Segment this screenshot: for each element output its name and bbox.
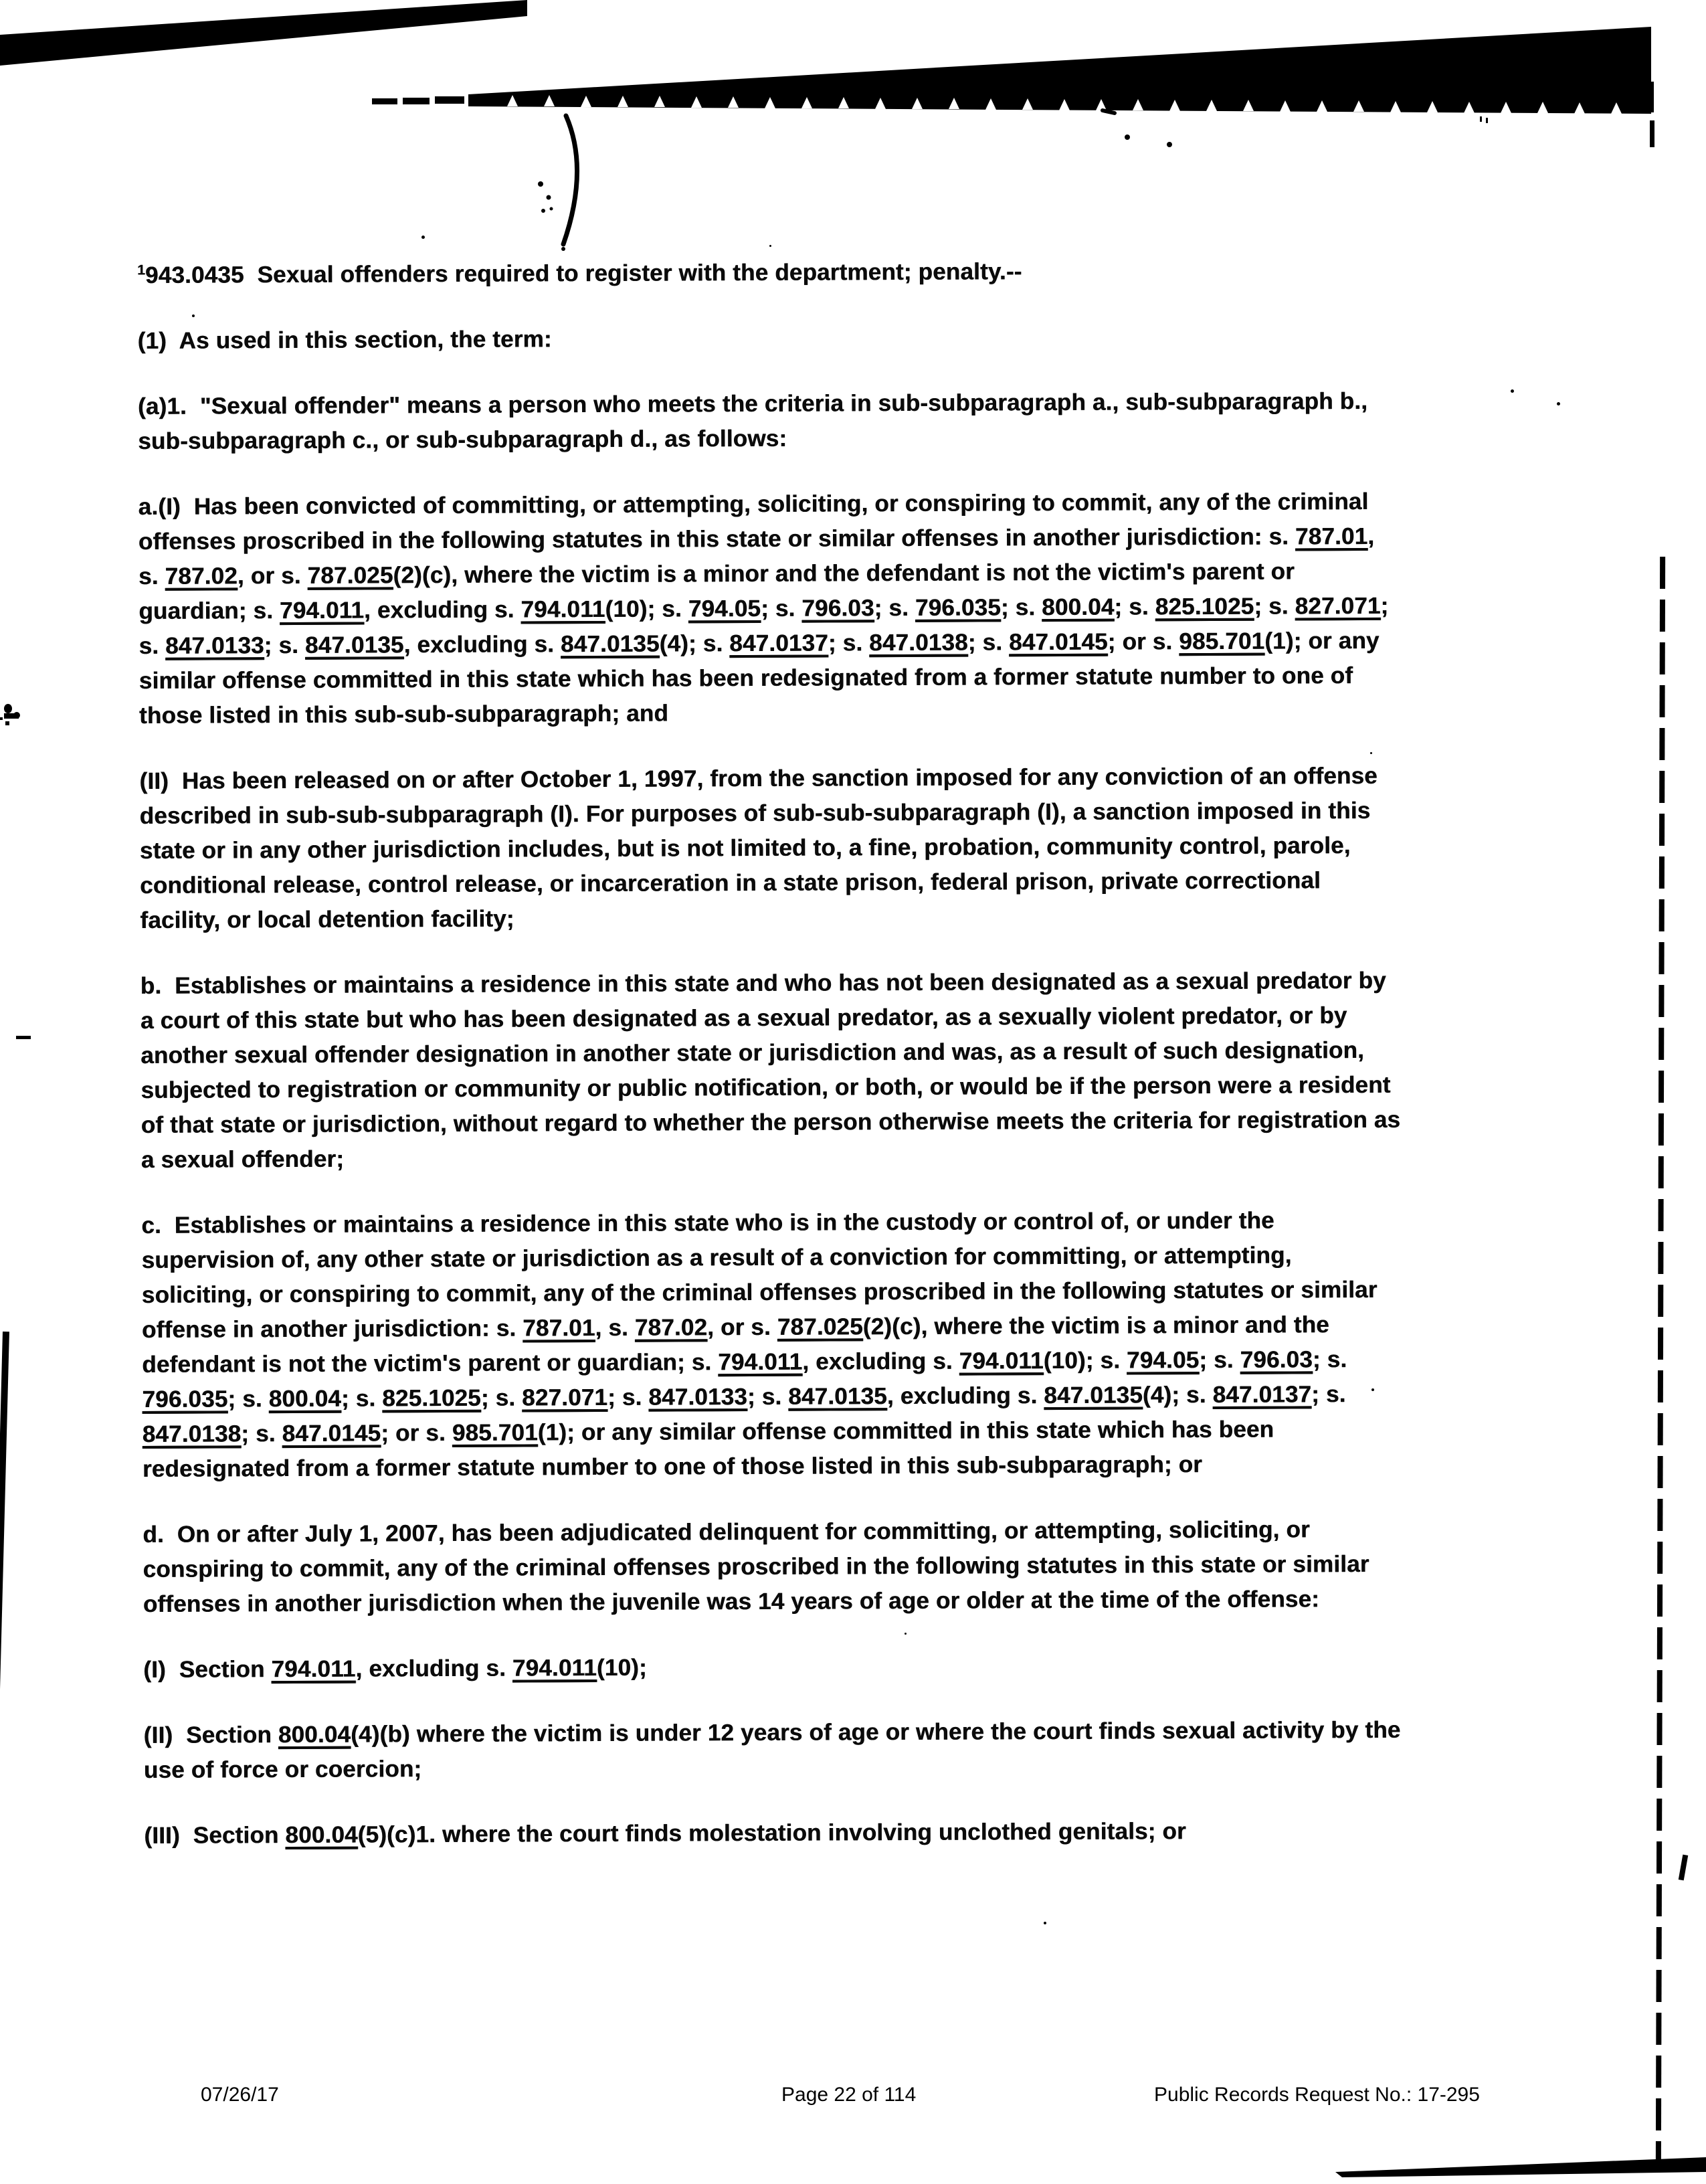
statute-reference: 800.04 xyxy=(1042,594,1115,621)
statute-reference: 794.05 xyxy=(1126,1347,1200,1374)
footer-date: 07/26/17 xyxy=(201,2084,279,2106)
text-run: (1); or any similar offense committed in this state which has been redesignated from a former statute number to one of those listed in this sub-sub-subparagraph; and xyxy=(138,627,1386,729)
text-run: 943.0435 Sexual offenders required to register with the department; penalty.-- xyxy=(145,258,1022,288)
statute-reference: 796.035 xyxy=(915,594,1001,621)
statute-reference: 985.701 xyxy=(1179,628,1265,655)
statute-reference: 847.0137 xyxy=(729,630,828,657)
statute-reference: 794.011 xyxy=(959,1348,1044,1374)
text-run: (2)(c), where the victim is a minor and the defendant is not the victim's parent or guardian; s. xyxy=(138,558,1301,624)
text-run: , excluding s. xyxy=(403,631,561,658)
statute-reference: 787.025 xyxy=(777,1313,863,1340)
statute-reference: 796.035 xyxy=(142,1386,228,1413)
text-run: ; s. xyxy=(828,630,870,656)
handwritten-paren-mark-1 xyxy=(532,110,599,258)
text-run: ; s. xyxy=(1311,1381,1353,1408)
footnote-marker: 1 xyxy=(137,262,146,278)
text-run: , s. xyxy=(138,523,1382,589)
scan-edge-line-left xyxy=(0,1332,9,2184)
paragraph-d-sub-ii xyxy=(143,1713,1408,1788)
statute-reference: 796.03 xyxy=(801,595,874,622)
text-run: (III) Section xyxy=(144,1822,286,1849)
scan-stray-dash-right xyxy=(1679,1855,1688,1881)
paragraph-b xyxy=(140,964,1408,1178)
text-run: (a)1. "Sexual offender" means a person who meets the criteria in sub-subparagraph a., sub-subparagraph b., sub-subparagraph c., or sub-subparagraph d., as follows: xyxy=(137,387,1375,454)
statute-reference: 794.011 xyxy=(512,1655,597,1681)
text-run: ; or s. xyxy=(1107,628,1179,655)
paragraph-1 xyxy=(137,318,1398,359)
scan-edge-dashed-line-right xyxy=(1656,557,1665,2164)
text-run: ; s. xyxy=(227,1386,269,1413)
text-run: (1); or any similar offense committed in this state which has been redesignated from a former statute number to one of those listed in this sub-subparagraph; or xyxy=(142,1416,1281,1482)
statute-reference: 787.02 xyxy=(634,1314,708,1341)
statute-reference: 985.701 xyxy=(452,1419,538,1446)
statute-reference: 825.1025 xyxy=(382,1384,481,1412)
text-run: , excluding s. xyxy=(886,1382,1044,1410)
paragraph-d xyxy=(143,1512,1404,1622)
text-run: ; s. xyxy=(241,1421,282,1447)
footer-page-number: Page 22 of 114 xyxy=(781,2084,917,2106)
statute-reference: 847.0133 xyxy=(165,632,264,659)
text-run: ; s. xyxy=(874,594,915,622)
text-run: d. On or after July 1, 2007, has been adjudicated delinquent for committing, or attempting, soliciting, or conspiring to commit, any of the criminal offenses proscribed in the following statutes in this state or similar offenses in another jurisdiction when the juvenile was 14 years of age or older at the time of the offense: xyxy=(143,1516,1376,1617)
text-run: (10); s. xyxy=(605,596,688,622)
scan-streak-top xyxy=(0,0,1706,141)
text-run: ; or s. xyxy=(381,1419,452,1447)
statute-reference: 847.0133 xyxy=(648,1384,748,1410)
statute-reference: 794.011 xyxy=(718,1348,803,1376)
statute-reference: 787.02 xyxy=(165,563,238,589)
text-run: (10); s. xyxy=(1043,1347,1127,1374)
statute-reference: 796.03 xyxy=(1240,1346,1313,1373)
statute-reference: 847.0145 xyxy=(282,1420,381,1447)
statute-reference: 847.0137 xyxy=(1212,1381,1312,1408)
text-run: , s. xyxy=(595,1314,635,1342)
text-run: (4); s. xyxy=(1142,1382,1213,1408)
text-run: ; s. xyxy=(1199,1346,1240,1374)
text-run: ; s. xyxy=(264,632,306,659)
text-run: (5)(c)1. where the court finds molestation involving unclothed genitals; or xyxy=(357,1818,1186,1848)
statute-reference: 787.01 xyxy=(523,1315,595,1342)
text-run: c. Establishes or maintains a residence in this state who is in the custody or control of, or under the supervision of, any other state or jurisdiction as a result of a conviction for committing, or attempting, soliciting, or conspiring to commit, any of the criminal offenses proscribed in the following statutes or similar offense in another jurisdiction: s. xyxy=(141,1207,1384,1343)
statute-reference: 825.1025 xyxy=(1155,593,1254,620)
text-run: ; s. xyxy=(967,629,1010,656)
statute-reference: 794.011 xyxy=(271,1655,356,1683)
statute-reference: 787.01 xyxy=(1295,523,1368,550)
statute-reference: 787.025 xyxy=(307,562,393,589)
statute-reference: 794.05 xyxy=(688,595,761,622)
text-run: (10); xyxy=(596,1654,647,1681)
text-run: a.(I) Has been convicted of committing, or attempting, soliciting, or conspiring to commit, any of the criminal offenses proscribed in the following statutes in this state or similar offenses in another jurisdiction: s. xyxy=(138,488,1376,555)
text-run: ; s. xyxy=(1312,1346,1354,1373)
paragraph-a1-sub-ii xyxy=(139,759,1401,938)
statute-reference: 794.011 xyxy=(520,596,605,623)
text-run: ; s. xyxy=(747,1383,789,1410)
paragraph-c xyxy=(141,1203,1404,1487)
text-run: , excluding s. xyxy=(802,1348,959,1375)
text-run: b. Establishes or maintains a residence in this state and who has not been designated as a sexual predator by a court of this state but who has been designated as a sexual predator, as a sexually violent predator, or by another sexual offender designation in another state or jurisdiction and was, as a result of such designation, subjected to registration or community or public notification, or both, or would be if the person were a resident of that state or jurisdiction, without regard to whether the person otherwise meets the criteria for registration as a sexual offender; xyxy=(140,967,1408,1173)
text-run: (2)(c), where the victim is a minor and the defendant is not the victim's parent or guardian; s. xyxy=(142,1311,1336,1378)
statute-reference: 847.0138 xyxy=(869,629,968,656)
scan-edge-dash-top-right-1 xyxy=(1648,82,1654,112)
document-body xyxy=(137,253,1406,1884)
statute-reference: 847.0135 xyxy=(560,630,660,658)
section-heading xyxy=(137,253,1398,293)
paragraph-d-sub-i xyxy=(143,1647,1404,1688)
text-run: ; s. xyxy=(607,1384,649,1410)
paragraph-a1 xyxy=(138,384,1399,459)
text-run: , excluding s. xyxy=(355,1655,512,1682)
text-run: ; s. xyxy=(760,595,802,622)
text-run: ; s. xyxy=(1254,593,1295,620)
text-run: (II) Has been released on or after October 1, 1997, from the sanction imposed for any conviction of an offense described in sub-sub-subparagraph (I). For purposes of sub-sub-subparagraph (I), a sanction imposed in this state or in any other jurisdiction includes, but is not limited to, a fine, probation, community control, parole, conditional release, control release, or incarceration in a state prison, federal prison, private correctional facility, or local detention facility; xyxy=(139,762,1384,933)
text-run: , or s. xyxy=(707,1313,777,1341)
statute-reference: 847.0135 xyxy=(1044,1382,1143,1409)
paragraph-a1-sub-i xyxy=(138,484,1401,733)
text-run: (4)(b) where the victim is under 12 years of age or where the court finds sexual activity by the use of force or coercion; xyxy=(143,1716,1408,1783)
text-run: (II) Section xyxy=(143,1722,278,1748)
paragraph-d-sub-iii xyxy=(144,1813,1405,1853)
text-run: ; s. xyxy=(138,592,1396,659)
text-run: (1) As used in this section, the term: xyxy=(137,326,552,354)
statute-reference: 800.04 xyxy=(285,1821,358,1849)
statute-reference: 847.0145 xyxy=(1008,628,1108,656)
text-run: (4); s. xyxy=(659,630,730,657)
statute-reference: 827.071 xyxy=(1295,592,1381,620)
text-run: , excluding s. xyxy=(363,596,521,624)
text-run: ; s. xyxy=(480,1384,523,1411)
statute-reference: 800.04 xyxy=(268,1385,342,1413)
text-run: , or s. xyxy=(237,562,308,589)
scan-edge-dash-top-right-2 xyxy=(1650,120,1654,147)
statute-reference: 827.071 xyxy=(522,1384,608,1411)
statute-reference: 800.04 xyxy=(278,1721,351,1748)
text-run: (I) Section xyxy=(143,1656,272,1683)
statute-reference: 847.0138 xyxy=(142,1421,242,1447)
handwritten-paren-mark-2 xyxy=(1070,57,1191,157)
text-run: ; s. xyxy=(1114,594,1155,620)
footer-request-number: Public Records Request No.: 17-295 xyxy=(1154,2084,1480,2106)
text-run: ; s. xyxy=(341,1385,383,1412)
statute-reference: 794.011 xyxy=(279,597,365,624)
text-run: ; s. xyxy=(1000,594,1042,621)
statute-reference: 847.0135 xyxy=(304,632,404,658)
scan-streak-bottom-right xyxy=(1331,2153,1706,2184)
statute-reference: 847.0135 xyxy=(788,1383,887,1410)
